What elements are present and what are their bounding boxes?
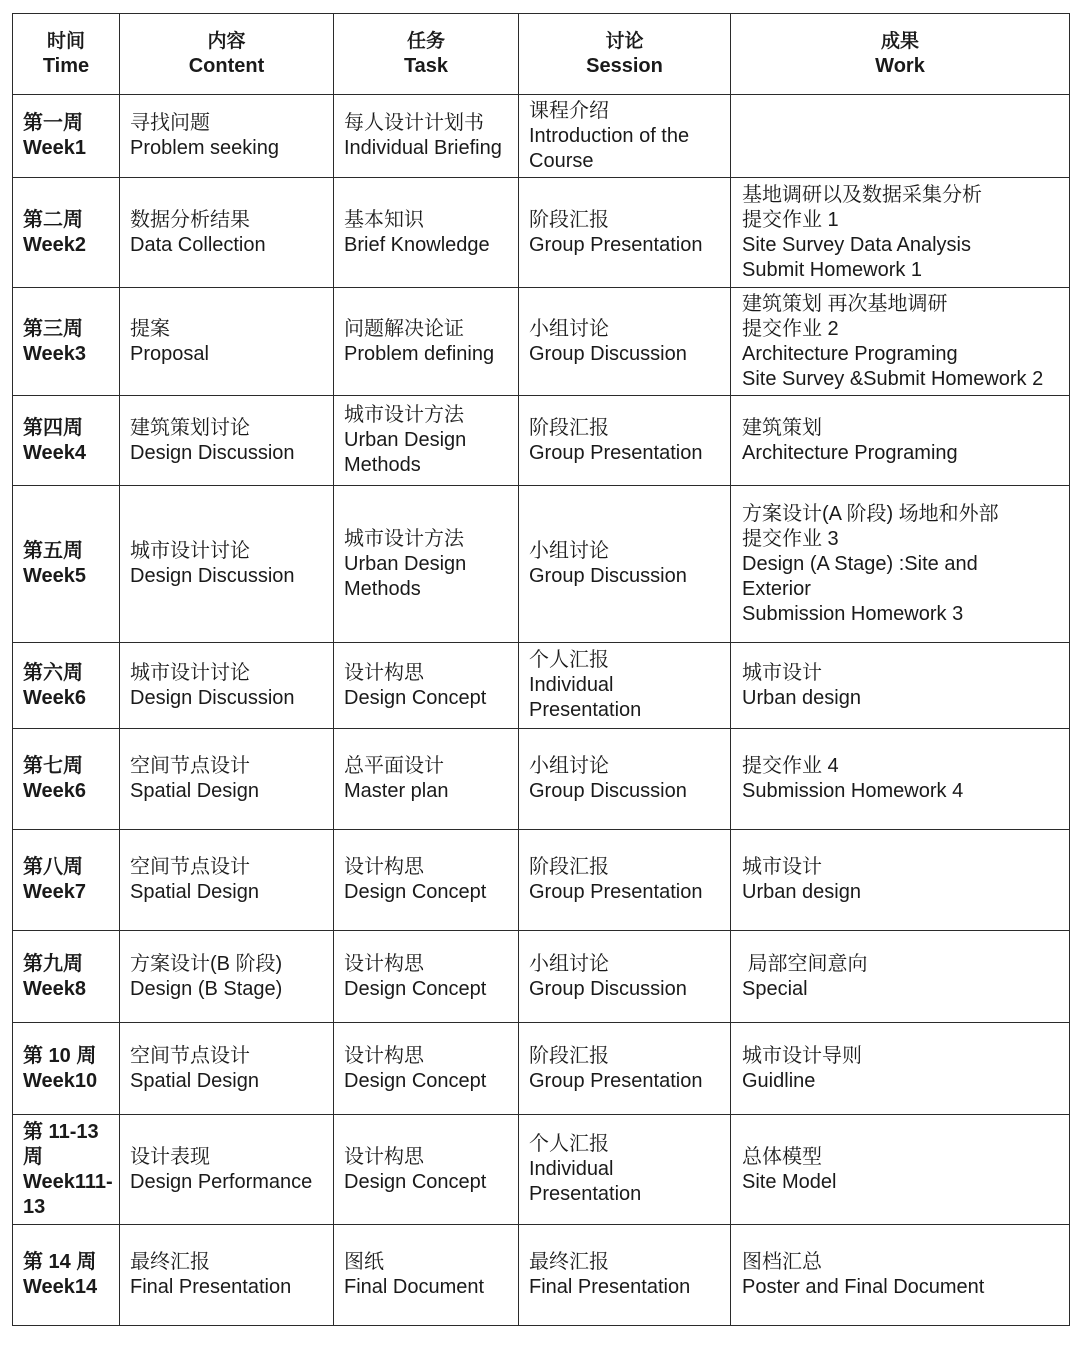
work-line: Urban design: [742, 686, 861, 709]
session-line: Individual: [529, 674, 614, 696]
cell-session: [519, 486, 731, 643]
session-line: Group Discussion: [529, 565, 687, 587]
table-row: [13, 486, 1070, 643]
table-row: [13, 396, 1070, 486]
header-session-zh: 讨论: [605, 31, 644, 52]
task-line: 设计构思: [344, 661, 424, 684]
task-line: Final Document: [344, 1276, 485, 1298]
table-row: [13, 729, 1070, 830]
content-line: Design Discussion: [130, 565, 295, 587]
cell-content: [120, 1115, 334, 1225]
cell-session: [519, 729, 731, 830]
week-label-en: Week5: [23, 565, 87, 587]
cell-task: [334, 178, 519, 288]
content-line: Design (B Stage): [130, 977, 283, 1000]
work-line: Submit Homework 1: [742, 258, 923, 281]
task-line: Design Concept: [344, 977, 487, 1000]
task-line: Methods: [344, 454, 421, 476]
cell-task: [334, 1225, 519, 1326]
work-line: Guidline: [742, 1069, 816, 1092]
work-line: Submission Homework 4: [742, 780, 964, 802]
week-label-en: Week2: [23, 233, 87, 256]
work-line: Poster and Final Document: [742, 1276, 985, 1298]
cell-content: [120, 486, 334, 643]
cell-task: [334, 830, 519, 931]
content-line: 提案: [130, 317, 170, 340]
session-line: 阶段汇报: [529, 208, 609, 231]
header-row: [13, 14, 1070, 95]
header-content-zh: 内容: [207, 31, 246, 52]
content-line: Spatial Design: [130, 780, 259, 802]
week-label-zh: 第六周: [23, 661, 83, 684]
week-label-en: Week7: [23, 881, 87, 903]
week-label-zh: 第四周: [23, 416, 83, 439]
session-line: 最终汇报: [529, 1251, 609, 1273]
cell-content: [120, 830, 334, 931]
cell-session: [519, 1115, 731, 1225]
content-line: 空间节点设计: [130, 856, 250, 878]
work-line: 建筑策划 再次基地调研: [742, 292, 948, 315]
task-line: Individual Briefing: [344, 137, 502, 159]
content-line: 数据分析结果: [130, 208, 250, 231]
cell-work: [731, 486, 1070, 643]
work-line: 提交作业 4: [742, 755, 839, 777]
task-line: Design Concept: [344, 1170, 487, 1193]
session-line: 课程介绍: [529, 99, 609, 122]
table-row: [13, 1115, 1070, 1225]
header-task: [334, 14, 519, 95]
cell-session: [519, 643, 731, 729]
cell-task: [334, 95, 519, 178]
week-label-zh: 第 11-13 周: [23, 1120, 99, 1168]
cell-content: [120, 95, 334, 178]
table-row: [13, 931, 1070, 1023]
session-line: 小组讨论: [529, 540, 609, 562]
table-row: [13, 95, 1070, 178]
cell-task: [334, 643, 519, 729]
task-line: 每人设计计划书: [344, 112, 484, 134]
cell-content: [120, 396, 334, 486]
session-line: 阶段汇报: [529, 416, 609, 439]
content-line: 方案设计(B 阶段): [130, 952, 283, 975]
content-line: 建筑策划讨论: [130, 416, 250, 439]
cell-session: [519, 830, 731, 931]
cell-work: [731, 830, 1070, 931]
work-line: Site Survey Data Analysis: [742, 233, 971, 256]
session-line: Group Discussion: [529, 780, 687, 802]
task-line: 问题解决论证: [344, 317, 464, 340]
content-line: 空间节点设计: [130, 1044, 250, 1067]
cell-content: [120, 1225, 334, 1326]
cell-content: [120, 729, 334, 830]
work-line: 提交作业 1: [742, 208, 839, 231]
work-line: Submission Homework 3: [742, 602, 964, 625]
cell-session: [519, 396, 731, 486]
course-schedule-table: [12, 13, 1070, 1326]
cell-work: [731, 95, 1070, 178]
header-work-zh: 成果: [880, 31, 919, 52]
task-line: 城市设计方法: [344, 527, 464, 550]
schedule-body: [13, 14, 1070, 1326]
week-label-zh: 第二周: [23, 208, 83, 231]
task-line: Design Concept: [344, 686, 487, 709]
cell-work: [731, 1023, 1070, 1115]
work-line: Architecture Programing: [742, 342, 958, 365]
week-label-en: Week6: [23, 780, 87, 802]
work-line: Exterior: [742, 577, 811, 600]
cell-time: [13, 931, 120, 1023]
week-label-en: Week111-13: [23, 1170, 113, 1218]
work-line: 总体模型: [742, 1145, 822, 1168]
cell-task: [334, 1115, 519, 1225]
work-line: 基地调研以及数据采集分析: [742, 183, 982, 206]
cell-time: [13, 95, 120, 178]
content-line: Problem seeking: [130, 137, 279, 159]
work-line: Site Survey &Submit Homework 2: [742, 367, 1044, 390]
cell-session: [519, 288, 731, 396]
work-line: Urban design: [742, 881, 861, 903]
week-label-en: Week14: [23, 1276, 98, 1298]
week-label-en: Week1: [23, 137, 87, 159]
task-line: Master plan: [344, 780, 449, 802]
cell-work: [731, 643, 1070, 729]
session-line: Group Discussion: [529, 342, 687, 365]
cell-time: [13, 178, 120, 288]
header-session-en: Session: [586, 55, 663, 77]
cell-task: [334, 1023, 519, 1115]
cell-work: [731, 288, 1070, 396]
cell-time: [13, 1023, 120, 1115]
work-line: Design (A Stage) :Site and: [742, 552, 978, 575]
task-line: 设计构思: [344, 856, 424, 878]
week-label-zh: 第九周: [23, 952, 83, 975]
work-line: 方案设计(A 阶段) 场地和外部: [742, 502, 999, 525]
cell-session: [519, 931, 731, 1023]
work-line: 图档汇总: [742, 1251, 822, 1273]
session-line: 阶段汇报: [529, 856, 609, 878]
table-row: [13, 830, 1070, 931]
session-line: Group Presentation: [529, 441, 703, 464]
task-line: Urban Design: [344, 552, 467, 575]
header-work-en: Work: [875, 55, 925, 77]
header-time-en: Time: [42, 55, 90, 77]
cell-time: [13, 643, 120, 729]
session-line: Group Presentation: [529, 1069, 703, 1092]
cell-task: [334, 486, 519, 643]
task-line: 设计构思: [344, 1044, 424, 1067]
task-line: Design Concept: [344, 881, 487, 903]
task-line: 设计构思: [344, 1145, 424, 1168]
table-row: [13, 1225, 1070, 1326]
week-label-en: Week4: [23, 441, 87, 464]
content-line: Design Discussion: [130, 686, 295, 709]
task-line: Problem defining: [344, 342, 495, 365]
table-row: [13, 288, 1070, 396]
table-row: [13, 1023, 1070, 1115]
task-line: Design Concept: [344, 1069, 487, 1092]
session-line: 小组讨论: [529, 317, 609, 340]
work-line: Architecture Programing: [742, 441, 958, 464]
work-line: 提交作业 3: [742, 527, 839, 550]
cell-session: [519, 1023, 731, 1115]
session-line: 个人汇报: [529, 1133, 609, 1155]
work-line: Site Model: [742, 1170, 837, 1193]
week-label-zh: 第 14 周: [23, 1251, 97, 1273]
work-line: 建筑策划: [742, 416, 822, 439]
cell-task: [334, 396, 519, 486]
header-time-zh: 时间: [46, 31, 85, 52]
work-line: Special: [742, 977, 808, 1000]
cell-task: [334, 729, 519, 830]
cell-time: [13, 486, 120, 643]
work-line: 城市设计导则: [742, 1044, 862, 1067]
session-line: Individual: [529, 1158, 614, 1180]
content-line: 设计表现: [130, 1145, 210, 1168]
header-session: [519, 14, 731, 95]
content-line: Spatial Design: [130, 1069, 259, 1092]
header-work: [731, 14, 1070, 95]
cell-time: [13, 729, 120, 830]
table-row: [13, 178, 1070, 288]
cell-time: [13, 830, 120, 931]
header-time: [13, 14, 120, 95]
week-label-zh: 第一周: [23, 112, 83, 134]
cell-task: [334, 931, 519, 1023]
task-line: 基本知识: [344, 208, 424, 231]
cell-work: [731, 931, 1070, 1023]
cell-time: [13, 288, 120, 396]
content-line: 最终汇报: [130, 1251, 210, 1273]
task-line: Brief Knowledge: [344, 233, 490, 256]
task-line: 设计构思: [344, 952, 424, 975]
session-line: Presentation: [529, 1183, 642, 1205]
content-line: 空间节点设计: [130, 755, 250, 777]
content-line: Spatial Design: [130, 881, 259, 903]
task-line: 图纸: [344, 1251, 384, 1273]
session-line: Final Presentation: [529, 1276, 691, 1298]
session-line: Introduction of the: [529, 124, 690, 147]
task-line: 城市设计方法: [344, 404, 464, 426]
cell-work: [731, 1225, 1070, 1326]
content-line: 城市设计讨论: [130, 540, 250, 562]
content-line: Final Presentation: [130, 1276, 292, 1298]
session-line: 小组讨论: [529, 755, 609, 777]
week-label-zh: 第七周: [23, 755, 83, 777]
cell-content: [120, 1023, 334, 1115]
work-line: 提交作业 2: [742, 317, 839, 340]
week-label-en: Week6: [23, 686, 87, 709]
content-line: 城市设计讨论: [130, 661, 250, 684]
task-line: Methods: [344, 577, 421, 600]
task-line: Urban Design: [344, 429, 467, 451]
week-label-zh: 第 10 周: [23, 1044, 97, 1067]
week-label-zh: 第五周: [23, 540, 83, 562]
week-label-en: Week8: [23, 977, 87, 1000]
session-line: Course: [529, 149, 594, 172]
work-line: 局部空间意向: [742, 952, 868, 975]
content-line: Data Collection: [130, 233, 266, 256]
cell-work: [731, 178, 1070, 288]
cell-work: [731, 396, 1070, 486]
session-line: Group Presentation: [529, 881, 703, 903]
session-line: 个人汇报: [529, 649, 609, 671]
table-row: [13, 643, 1070, 729]
week-label-zh: 第三周: [23, 317, 83, 340]
cell-session: [519, 178, 731, 288]
header-content-en: Content: [188, 55, 265, 77]
session-line: Group Presentation: [529, 233, 703, 256]
session-line: Presentation: [529, 699, 642, 721]
work-line: 城市设计: [742, 856, 822, 878]
week-label-en: Week3: [23, 342, 87, 365]
cell-time: [13, 1225, 120, 1326]
week-label-en: Week10: [23, 1069, 98, 1092]
cell-time: [13, 1115, 120, 1225]
cell-time: [13, 396, 120, 486]
cell-content: [120, 643, 334, 729]
cell-content: [120, 178, 334, 288]
header-task-en: Task: [403, 55, 449, 77]
cell-content: [120, 288, 334, 396]
content-line: 寻找问题: [130, 112, 210, 134]
cell-task: [334, 288, 519, 396]
header-task-zh: 任务: [406, 31, 445, 52]
content-line: Design Discussion: [130, 441, 295, 464]
cell-session: [519, 1225, 731, 1326]
header-content: [120, 14, 334, 95]
content-line: Proposal: [130, 342, 209, 365]
session-line: Group Discussion: [529, 977, 687, 1000]
work-line: 城市设计: [742, 661, 822, 684]
cell-session: [519, 95, 731, 178]
session-line: 小组讨论: [529, 952, 609, 975]
cell-work: [731, 1115, 1070, 1225]
cell-content: [120, 931, 334, 1023]
content-line: Design Performance: [130, 1170, 313, 1193]
task-line: 总平面设计: [344, 755, 444, 777]
cell-work: [731, 729, 1070, 830]
session-line: 阶段汇报: [529, 1044, 609, 1067]
week-label-zh: 第八周: [23, 856, 83, 878]
